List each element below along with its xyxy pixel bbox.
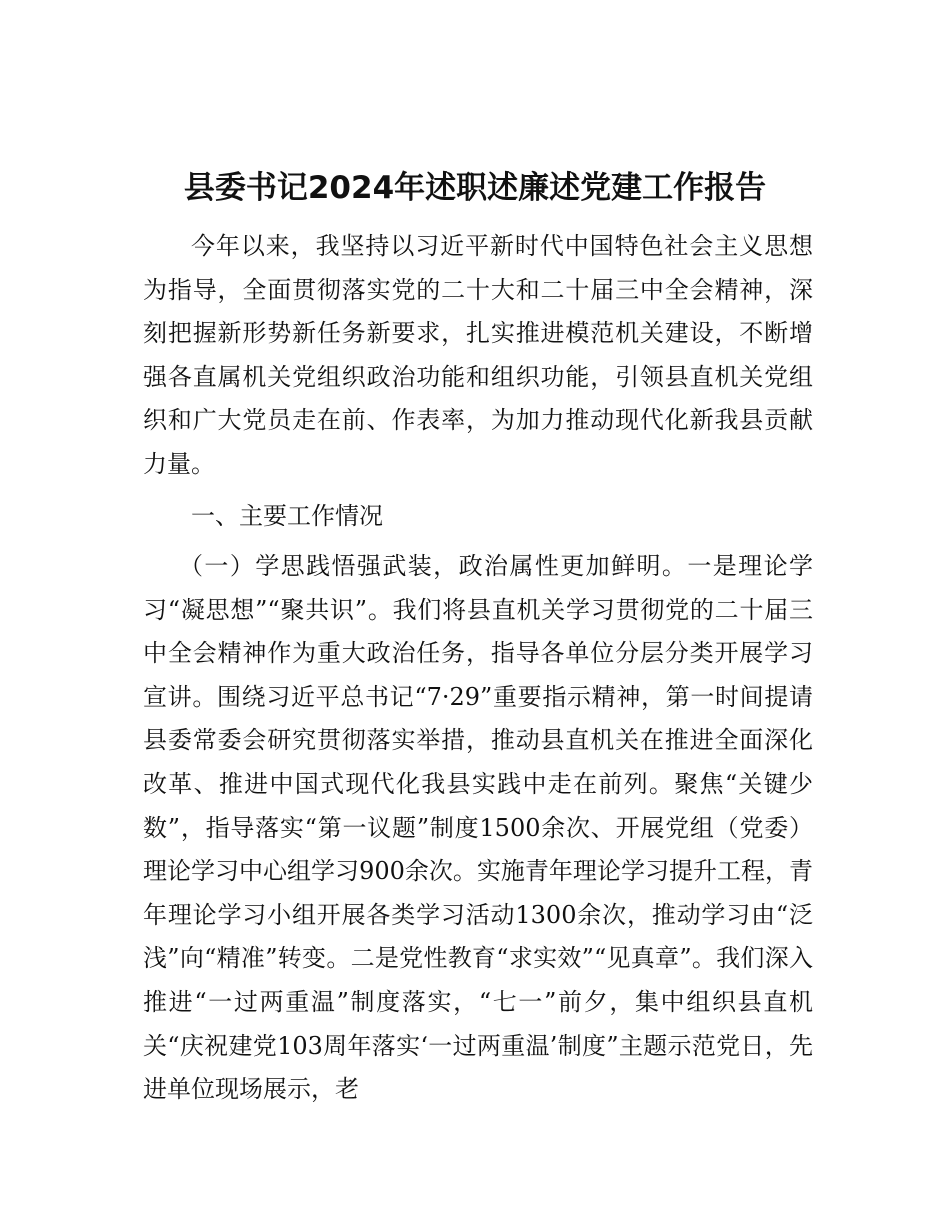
intro-paragraph: 今年以来，我坚持以习近平新时代中国特色社会主义思想为指导，全面贯彻落实党的二十大和二十届三中全会精神，深刻把握新形势新任务新要求，扎实推进模范机关建设，不断增强各直属机关党组织政治功能和组织功能，引领县直机关党组织和广大党员走在前、作表率，为加力推动现代化新我县贡献力量。 [143,232,813,478]
section-heading: 一、主要工作情况 [191,502,383,530]
document-title: 县委书记2024年述职述廉述党建工作报告 [183,170,767,206]
section-paragraph: （一）学思践悟强武装，政治属性更加鲜明。一是理论学习“凝思想”“聚共识”。我们将县直机关学习贯彻党的二十届三中全会精神作为重大政治任务，指导各单位分层分类开展学习宣讲。围绕习近平总书记“7·29”重要指示精神，第一时间提请县委常委会研究贯彻落实举措，推动县直机关在推进全面深化改革、推进中国式现代化我县实践中走在前列。聚焦“关键少数”，指导落实“第一议题”制度1500余次、开展党组（党委）理论学习中心组学习900余次。实施青年理论学习提升工程，青年理论学习小组开展各类学习活动1300余次，推动学习由“泛浅”向“精准”转变。二是党性教育“求实效”“见真章”。我们深入推进“一过两重温”制度落实，“七一”前夕，集中组织县直机关“庆祝建党103周年落实‘一过两重温’制度”主题示范党日，先进单位现场展示，老 [143,552,813,1104]
